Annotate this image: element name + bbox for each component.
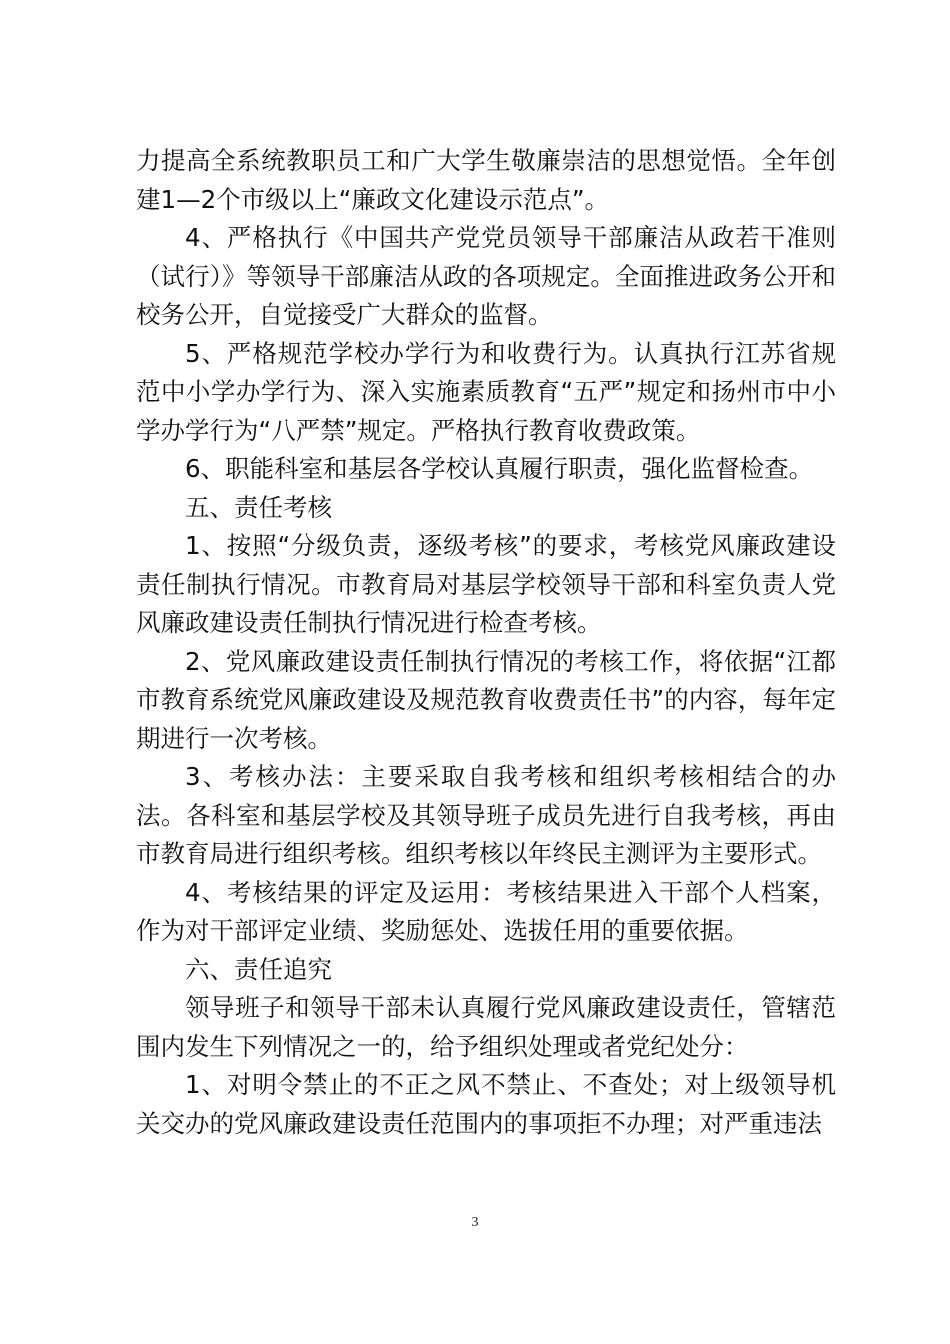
paragraph-assessment-3: 3、考核办法：主要采取自我考核和组织考核相结合的办法。各科室和基层学校及其领导班子成员先进行自我考核，再由市教育局进行组织考核。组织考核以年终民主测评为主要形式。 xyxy=(136,762,836,868)
paragraph-assessment-1: 1、按照“分级负责，逐级考核”的要求，考核党风廉政建设责任制执行情况。市教育局对基层学校领导干部和科室负责人党风廉政建设责任制执行情况进行检查考核。 xyxy=(136,531,836,637)
section-heading-responsibility-assessment: 五、责任考核 xyxy=(185,492,332,522)
paragraph-assessment-4: 4、考核结果的评定及运用：考核结果进入干部个人档案，作为对干部评定业绩、奖励惩处、选拔任用的重要依据。 xyxy=(136,877,836,945)
paragraph-item-6-supervision: 6、职能科室和基层各学校认真履行职责，强化监督检查。 xyxy=(185,454,814,483)
section-heading-accountability: 六、责任追究 xyxy=(185,954,332,984)
page-number: 3 xyxy=(471,1215,479,1230)
paragraph-item-5-school-conduct: 5、严格规范学校办学行为和收费行为。认真执行江苏省规范中小学办学行为、深入实施素质教育“五严”规定和扬州市中小学办学行为“八严禁”规定。严格执行教育收费政策。 xyxy=(136,338,836,445)
paragraph-accountability-intro: 领导班子和领导干部未认真履行党风廉政建设责任，管辖范围内发生下列情况之一的，给予组织处理或者党纪处分： xyxy=(136,993,836,1061)
document-body xyxy=(136,142,836,1143)
paragraph-assessment-2: 2、党风廉政建设责任制执行情况的考核工作，将依据“江都市教育系统党风廉政建设及规范教育收费责任书”的内容，每年定期进行一次考核。 xyxy=(136,646,836,753)
paragraph-item-4-integrity-rules: 4、严格执行《中国共产党党员领导干部廉洁从政若干准则（试行）》等领导干部廉洁从政的各项规定。全面推进政务公开和校务公开，自觉接受广大群众的监督。 xyxy=(136,223,836,329)
paragraph-continuation: 力提高全系统教职员工和广大学生敬廉崇洁的思想觉悟。全年创建1—2个市级以上“廉政文化建设示范点”。 xyxy=(136,146,836,214)
paragraph-accountability-1: 1、对明令禁止的不正之风不禁止、不查处；对上级领导机关交办的党风廉政建设责任范围内的事项拒不办理；对严重违法 xyxy=(136,1070,836,1138)
